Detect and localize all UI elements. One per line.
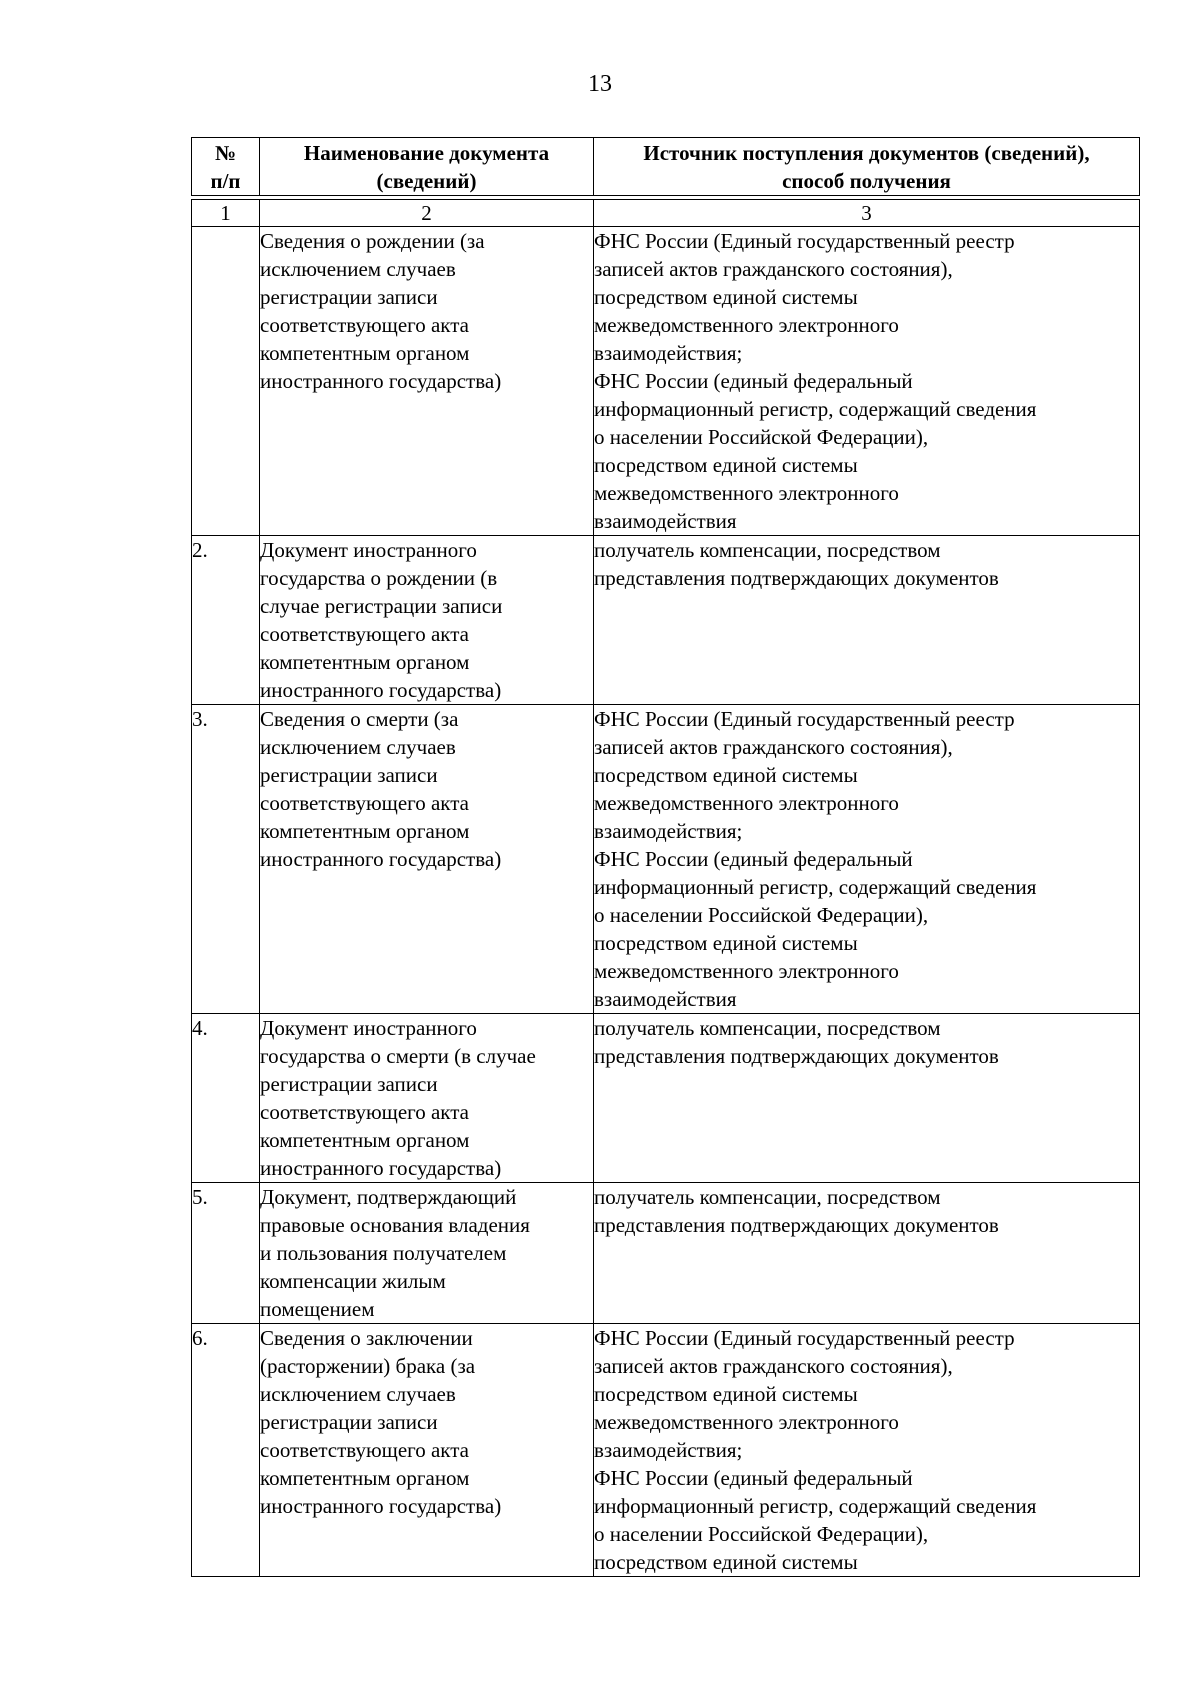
- document-name-line: случае регистрации записи: [260, 594, 503, 618]
- source-line: взаимодействия;: [594, 341, 743, 365]
- source-line: посредством единой системы: [594, 931, 858, 955]
- row-number: 5.: [192, 1183, 260, 1324]
- column-number: 2: [260, 200, 594, 227]
- document-name-line: соответствующего акта: [260, 622, 469, 646]
- document-name-line: правовые основания владения: [260, 1213, 530, 1237]
- source-cell: [594, 1183, 1140, 1324]
- source-line: взаимодействия: [594, 987, 737, 1011]
- source-line: ФНС России (единый федеральный: [594, 369, 913, 393]
- header-document-name: Наименование документа (сведений): [260, 138, 594, 196]
- source-line: информационный регистр, содержащий сведения: [594, 397, 1037, 421]
- table-body: [192, 227, 1140, 1577]
- document-name-line: соответствующего акта: [260, 1100, 469, 1124]
- source-line: информационный регистр, содержащий сведения: [594, 1494, 1037, 1518]
- source-cell: [594, 705, 1140, 1014]
- document-name-line: компетентным органом: [260, 341, 470, 365]
- document-name-line: исключением случаев: [260, 735, 456, 759]
- document-name-line: компетентным органом: [260, 819, 470, 843]
- document-name-line: регистрации записи: [260, 763, 438, 787]
- document-name-line: государства о рождении (в: [260, 566, 498, 590]
- source-line: получатель компенсации, посредством: [594, 1016, 941, 1040]
- source-line: посредством единой системы: [594, 453, 858, 477]
- document-name-line: соответствующего акта: [260, 313, 469, 337]
- document-name-line: регистрации записи: [260, 1072, 438, 1096]
- source-line: ФНС России (Единый государственный реестр: [594, 1326, 1015, 1350]
- source-line: ФНС России (единый федеральный: [594, 1466, 913, 1490]
- column-number-row: [192, 200, 1140, 227]
- row-number: 2.: [192, 536, 260, 705]
- document-name-line: компетентным органом: [260, 1466, 470, 1490]
- source-line: о населении Российской Федерации),: [594, 425, 929, 449]
- document-name-line: иностранного государства): [260, 1494, 502, 1518]
- document-name-line: государства о смерти (в случае: [260, 1044, 536, 1068]
- page-number: 13: [588, 71, 612, 97]
- source-line: о населении Российской Федерации),: [594, 1522, 929, 1546]
- document-name-line: исключением случаев: [260, 257, 456, 281]
- source-line: ФНС России (единый федеральный: [594, 847, 913, 871]
- source-line: получатель компенсации, посредством: [594, 538, 941, 562]
- source-line: взаимодействия: [594, 509, 737, 533]
- source-line: межведомственного электронного: [594, 481, 899, 505]
- row-number: 3.: [192, 705, 260, 1014]
- source-line: взаимодействия;: [594, 819, 743, 843]
- header-row: [192, 138, 1140, 196]
- source-cell: [594, 227, 1140, 536]
- document-name-line: иностранного государства): [260, 369, 502, 393]
- source-cell: [594, 1324, 1140, 1577]
- header-number: № п/п: [192, 138, 260, 196]
- table-row: [192, 536, 1140, 705]
- document-name-line: соответствующего акта: [260, 1438, 469, 1462]
- source-line: информационный регистр, содержащий сведения: [594, 875, 1037, 899]
- document-name-line: и пользования получателем: [260, 1241, 507, 1265]
- document-name-line: соответствующего акта: [260, 791, 469, 815]
- source-line: записей актов гражданского состояния),: [594, 735, 953, 759]
- table-row: [192, 1324, 1140, 1577]
- source-line: о населении Российской Федерации),: [594, 903, 929, 927]
- column-number: 3: [594, 200, 1140, 227]
- source-line: записей актов гражданского состояния),: [594, 257, 953, 281]
- document-name-line: Документ, подтверждающий: [260, 1185, 517, 1209]
- source-line: посредством единой системы: [594, 1382, 858, 1406]
- document-name-line: исключением случаев: [260, 1382, 456, 1406]
- table-row: [192, 1014, 1140, 1183]
- column-number: 1: [192, 200, 260, 227]
- source-line: ФНС России (Единый государственный реестр: [594, 707, 1015, 731]
- document-name-cell: [260, 1014, 594, 1183]
- document-name-line: иностранного государства): [260, 1156, 502, 1180]
- table-header: [192, 138, 1140, 227]
- document-name-cell: [260, 536, 594, 705]
- document-name-line: Документ иностранного: [260, 1016, 477, 1040]
- source-line: получатель компенсации, посредством: [594, 1185, 941, 1209]
- source-line: посредством единой системы: [594, 763, 858, 787]
- document-name-line: регистрации записи: [260, 285, 438, 309]
- source-line: ФНС России (Единый государственный реестр: [594, 229, 1015, 253]
- source-line: представления подтверждающих документов: [594, 1213, 999, 1237]
- source-line: взаимодействия;: [594, 1438, 743, 1462]
- source-line: межведомственного электронного: [594, 1410, 899, 1434]
- source-line: посредством единой системы: [594, 285, 858, 309]
- source-cell: [594, 1014, 1140, 1183]
- source-line: межведомственного электронного: [594, 313, 899, 337]
- document-name-cell: [260, 227, 594, 536]
- source-line: межведомственного электронного: [594, 791, 899, 815]
- document-name-line: иностранного государства): [260, 678, 502, 702]
- row-number: 6.: [192, 1324, 260, 1577]
- header-source: Источник поступления документов (сведений), способ получения: [594, 138, 1140, 196]
- document-name-line: Сведения о заключении: [260, 1326, 473, 1350]
- source-line: межведомственного электронного: [594, 959, 899, 983]
- documents-table: [191, 137, 1140, 1577]
- document-name-cell: [260, 705, 594, 1014]
- document-name-line: компетентным органом: [260, 650, 470, 674]
- source-cell: [594, 536, 1140, 705]
- document-name-line: иностранного государства): [260, 847, 502, 871]
- document-name-line: компенсации жилым: [260, 1269, 446, 1293]
- document-name-line: Сведения о рождении (за: [260, 229, 485, 253]
- table-row: [192, 1183, 1140, 1324]
- document-name-line: регистрации записи: [260, 1410, 438, 1434]
- document-name-cell: [260, 1183, 594, 1324]
- source-line: представления подтверждающих документов: [594, 566, 999, 590]
- source-line: посредством единой системы: [594, 1550, 858, 1574]
- document-name-line: помещением: [260, 1297, 375, 1321]
- source-line: записей актов гражданского состояния),: [594, 1354, 953, 1378]
- table-row: [192, 227, 1140, 536]
- document-name-line: (расторжении) брака (за: [260, 1354, 476, 1378]
- document-name-cell: [260, 1324, 594, 1577]
- source-line: представления подтверждающих документов: [594, 1044, 999, 1068]
- table-row: [192, 705, 1140, 1014]
- document-name-line: Сведения о смерти (за: [260, 707, 459, 731]
- row-number: 4.: [192, 1014, 260, 1183]
- document-name-line: Документ иностранного: [260, 538, 477, 562]
- row-number: [192, 227, 260, 536]
- document-name-line: компетентным органом: [260, 1128, 470, 1152]
